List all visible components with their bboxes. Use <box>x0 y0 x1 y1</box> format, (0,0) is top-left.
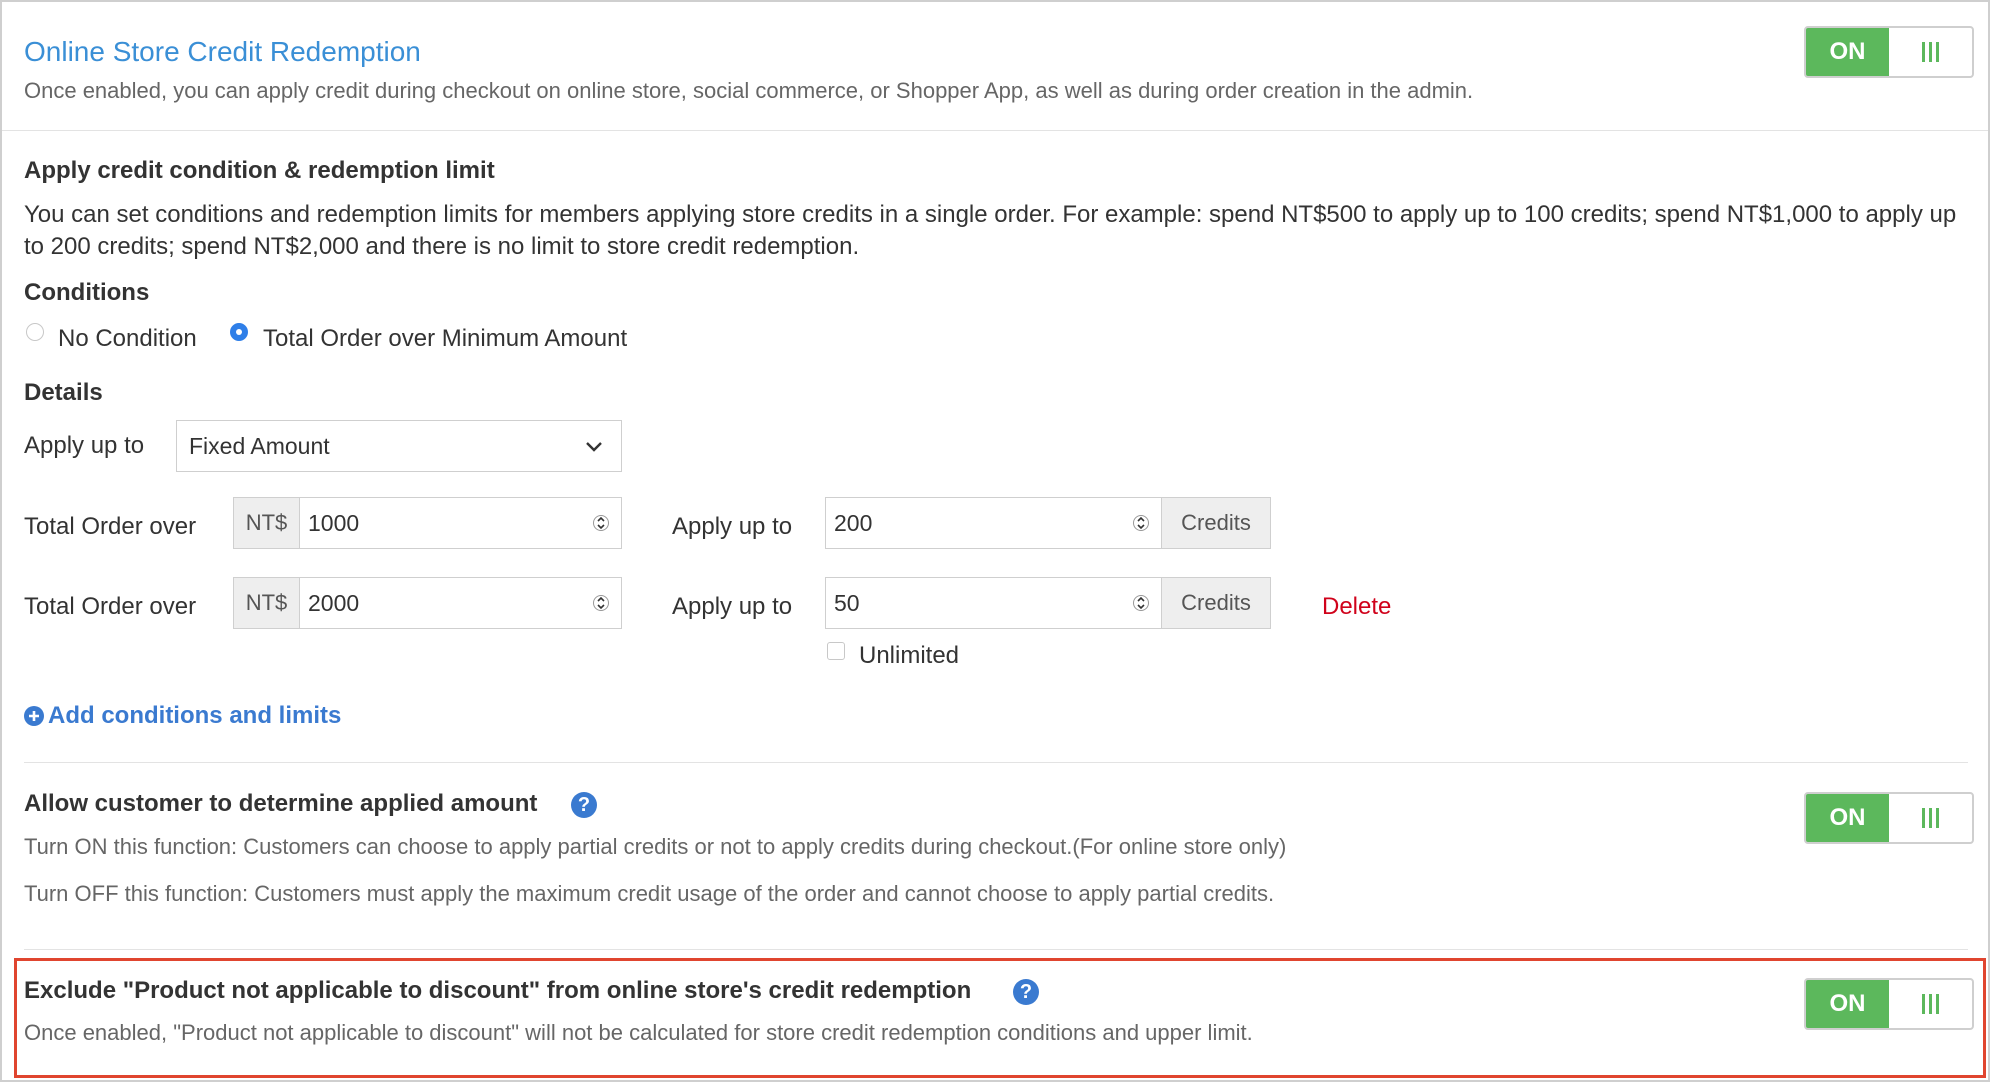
radio-total-order-min-label: Total Order over Minimum Amount <box>263 325 628 352</box>
section-divider <box>24 949 1968 950</box>
row1-credits-group <box>825 497 1271 549</box>
row2-delete-link[interactable]: Delete <box>1322 593 1392 620</box>
row1-amount-value: 1000 <box>308 509 360 536</box>
highlight-box <box>14 958 1986 1078</box>
radio-total-order-min[interactable] <box>230 323 248 341</box>
exclude-product-toggle[interactable] <box>1804 978 1974 1030</box>
spinner-icon[interactable] <box>593 509 609 537</box>
apply-condition-description: You can set conditions and redemption limits for members applying store credits in a single order. For example: spend NT$500 to apply up to 100 credits; spend NT$1,000 to apply up to 200 credits; spend NT$2,000 and there is no limit to store credit redemption. <box>24 201 1957 260</box>
toggle-on-label: ON <box>1806 794 1889 842</box>
details-label: Details <box>24 379 103 406</box>
row2-credits-value: 50 <box>834 589 860 616</box>
chevron-down-icon <box>583 435 605 457</box>
allow-customer-toggle[interactable] <box>1804 792 1974 844</box>
apply-up-to-label: Apply up to <box>24 432 145 459</box>
allow-customer-on-text: Turn ON this function: Customers can choose to apply partial credits or not to apply credits during checkout.(For online store only) <box>24 834 1287 859</box>
radio-no-condition-label: No Condition <box>58 325 197 352</box>
row2-credits-input[interactable] <box>825 577 1162 629</box>
row2-amount-group <box>233 577 623 629</box>
radio-no-condition[interactable] <box>26 323 44 341</box>
online-credit-toggle[interactable] <box>1804 26 1974 78</box>
toggle-grip-icon <box>1889 794 1972 842</box>
add-conditions-link[interactable] <box>24 702 341 730</box>
row1-amount-group <box>233 497 623 549</box>
spinner-icon[interactable] <box>1133 589 1149 617</box>
plus-circle-icon <box>24 706 44 726</box>
apply-up-to-select[interactable] <box>176 420 622 472</box>
spinner-icon[interactable] <box>1133 509 1149 537</box>
unlimited-checkbox[interactable] <box>827 642 845 660</box>
toggle-on-label: ON <box>1806 980 1889 1028</box>
row1-apply-up-to-label: Apply up to <box>672 513 793 540</box>
row1-amount-input[interactable] <box>299 497 622 549</box>
unlimited-label: Unlimited <box>859 642 960 669</box>
exclude-product-description: Once enabled, "Product not applicable to discount" will not be calculated for store credit redemption conditions and upper limit. <box>24 1020 1253 1045</box>
row1-credits-addon: Credits <box>1161 497 1271 549</box>
section-divider <box>2 130 1988 131</box>
toggle-grip-icon <box>1889 980 1972 1028</box>
help-icon[interactable]: ? <box>571 792 597 818</box>
row2-credits-group <box>825 577 1271 629</box>
toggle-on-label: ON <box>1806 28 1889 76</box>
apply-condition-heading: Apply credit condition & redemption limit <box>24 157 495 184</box>
row2-amount-value: 2000 <box>308 589 360 616</box>
row1-credits-input[interactable] <box>825 497 1162 549</box>
allow-customer-off-text: Turn OFF this function: Customers must apply the maximum credit usage of the order and cannot choose to apply partial credits. <box>24 881 1275 906</box>
row2-amount-input[interactable] <box>299 577 622 629</box>
section-divider <box>24 762 1968 763</box>
row2-total-order-label: Total Order over <box>24 593 197 620</box>
add-conditions-label: Add conditions and limits <box>48 702 342 729</box>
online-credit-title: Online Store Credit Redemption <box>24 36 421 67</box>
apply-up-to-select-value: Fixed Amount <box>189 432 330 459</box>
row2-credits-addon: Credits <box>1161 577 1271 629</box>
row2-currency-addon: NT$ <box>233 577 300 629</box>
row1-total-order-label: Total Order over <box>24 513 197 540</box>
spinner-icon[interactable] <box>593 589 609 617</box>
online-credit-description: Once enabled, you can apply credit during checkout on online store, social commerce, or Shopper App, as well as during order creation in the admin. <box>24 78 1474 103</box>
toggle-grip-icon <box>1889 28 1972 76</box>
allow-customer-heading: Allow customer to determine applied amount <box>24 790 538 817</box>
help-icon[interactable]: ? <box>1013 979 1039 1005</box>
conditions-label: Conditions <box>24 279 150 306</box>
row2-apply-up-to-label: Apply up to <box>672 593 793 620</box>
row1-currency-addon: NT$ <box>233 497 300 549</box>
exclude-product-heading: Exclude "Product not applicable to discount" from online store's credit redemption <box>24 977 972 1004</box>
row1-credits-value: 200 <box>834 509 873 536</box>
